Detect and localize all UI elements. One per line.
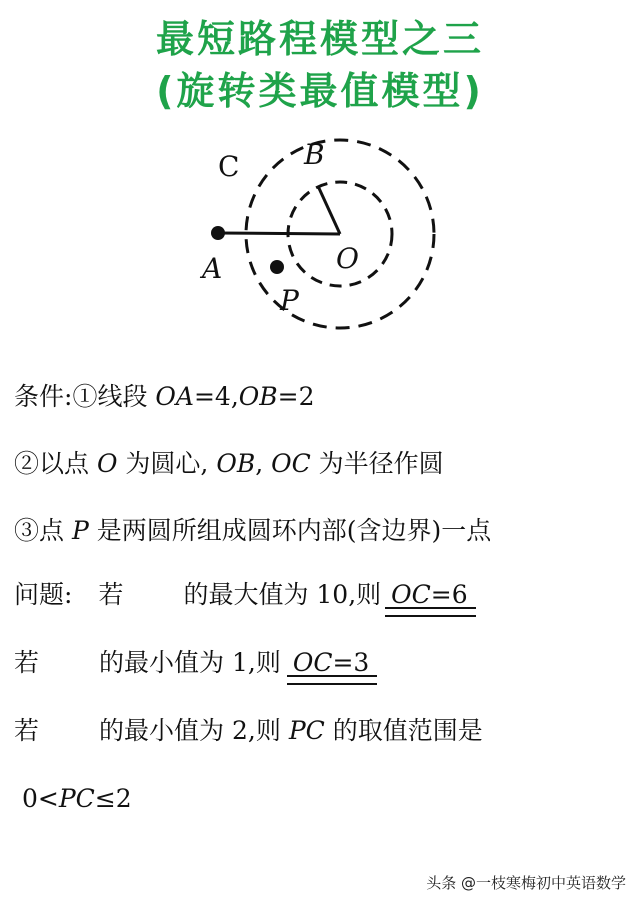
c3-text1: 点 xyxy=(39,516,72,545)
c1-ob-val: =2 xyxy=(277,382,315,411)
label-o: O xyxy=(336,242,359,275)
condition-2 xyxy=(14,451,444,476)
marker-2: ② xyxy=(14,449,40,478)
q2-text: 的最小值为 1,则 xyxy=(99,648,281,677)
q1-ruo: 若 xyxy=(98,580,124,609)
c2-oc: OC xyxy=(271,449,311,478)
c1-oa: OA xyxy=(155,382,194,411)
q2-answer-val: =3 xyxy=(332,648,370,677)
q1-answer xyxy=(391,582,467,607)
answer-3 xyxy=(22,786,132,811)
q3-answer-a: 0< xyxy=(22,784,59,813)
c2-text2: 为圆心, xyxy=(117,449,209,478)
c1-ob: OB xyxy=(238,382,278,411)
segment-ob xyxy=(318,186,340,234)
c2-text1: 以点 xyxy=(39,449,97,478)
q2-ruo: 若 xyxy=(14,648,40,677)
title-line-1: 最短路程模型之三 xyxy=(155,17,484,61)
c1-oa-val: =4 xyxy=(193,382,231,411)
label-p: P xyxy=(280,284,299,317)
question-2 xyxy=(14,650,369,675)
q1-answer-var: OC xyxy=(391,580,431,609)
q1-text: 的最大值为 10,则 xyxy=(183,580,382,609)
question-3 xyxy=(14,718,483,743)
condition-1 xyxy=(14,384,315,409)
c2-ob: OB xyxy=(216,449,256,478)
segment-oa xyxy=(218,233,340,234)
double-underline xyxy=(287,675,377,685)
q3-answer-pc: PC xyxy=(58,784,95,813)
condition-3 xyxy=(14,518,491,543)
conditions-prefix: 条件: xyxy=(14,382,73,411)
marker-1: ① xyxy=(72,382,98,411)
q3-text2: 的取值范围是 xyxy=(332,716,483,745)
q1-answer-val: =6 xyxy=(430,580,468,609)
q3-answer-b: ≤2 xyxy=(94,784,132,813)
footer-watermark: 头条 @一枝寒梅初中英语数学 xyxy=(426,874,626,892)
c2-o: O xyxy=(96,449,118,478)
q2-answer xyxy=(293,650,369,675)
c1-text: 线段 xyxy=(97,382,156,411)
question-1 xyxy=(14,582,468,607)
q3-text1: 的最小值为 2,则 xyxy=(99,716,281,745)
c3-p: P xyxy=(71,516,89,545)
c3-text2: 是两圆所组成圆环内部(含边界)一点 xyxy=(88,516,492,545)
q2-answer-var: OC xyxy=(292,648,333,677)
q3-ruo: 若 xyxy=(14,716,40,745)
label-a: A xyxy=(202,252,223,285)
label-b: B xyxy=(304,138,325,171)
marker-3: ③ xyxy=(14,516,40,545)
c2-sep: , xyxy=(255,449,264,478)
geometry-diagram xyxy=(180,130,450,340)
double-underline xyxy=(385,607,475,617)
point-p xyxy=(270,260,284,274)
point-a xyxy=(211,226,225,240)
title-line-2: (旋转类最值模型) xyxy=(156,69,484,113)
c2-text3: 为半径作圆 xyxy=(310,449,444,478)
c1-sep: , xyxy=(230,382,239,411)
q-prefix: 问题: xyxy=(14,580,73,609)
q3-pc: PC xyxy=(288,716,325,745)
label-c: C xyxy=(218,150,240,183)
